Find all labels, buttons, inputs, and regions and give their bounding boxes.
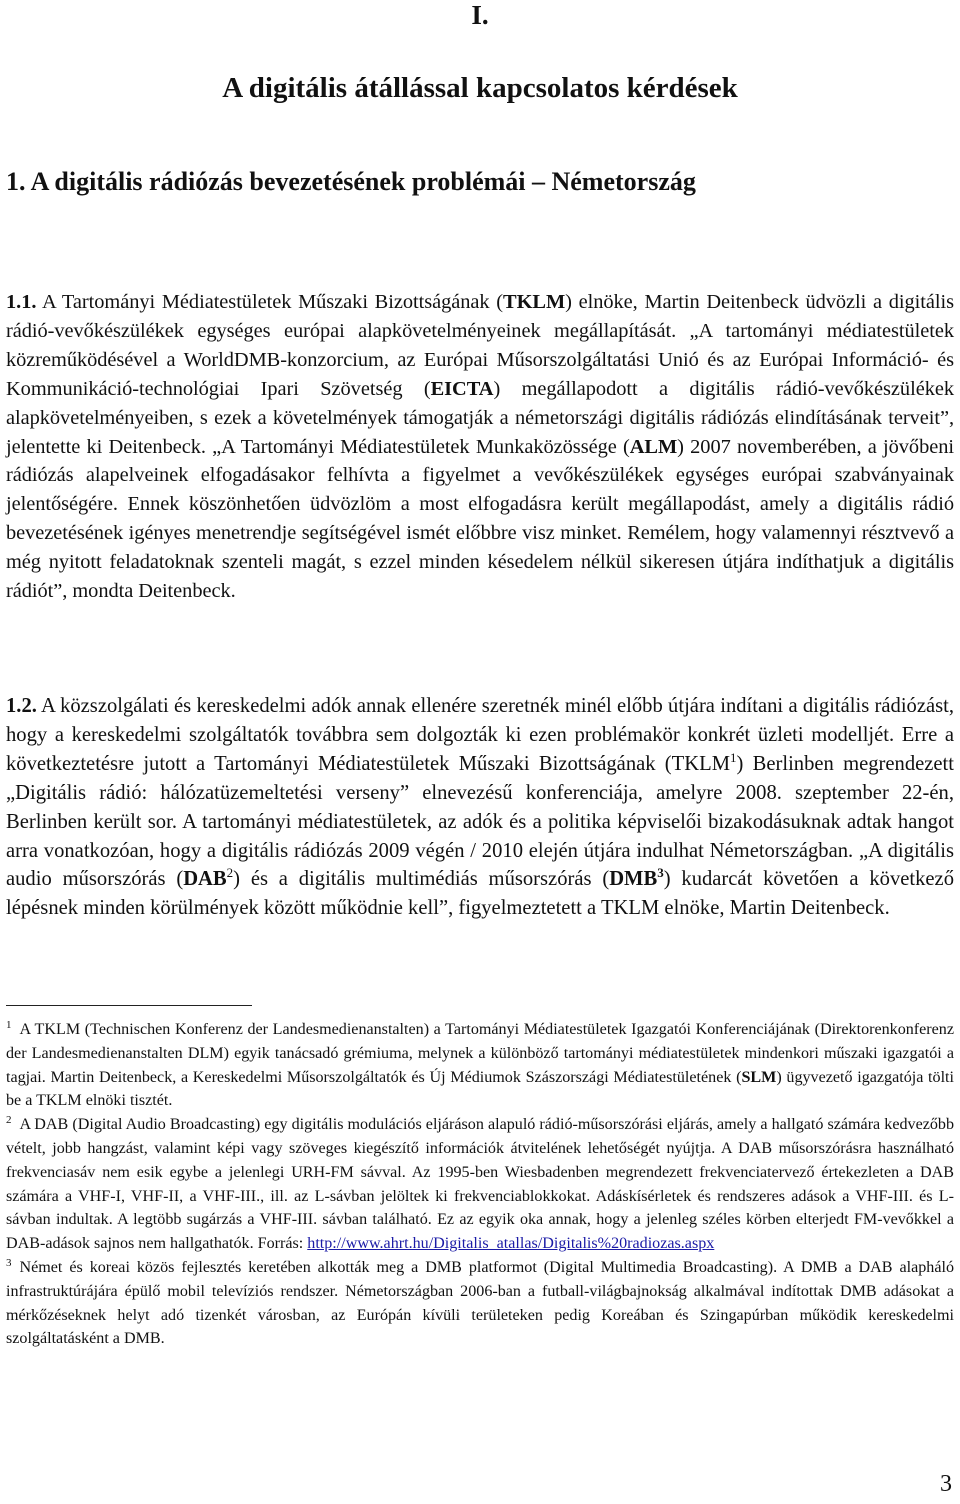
footnote-mark: 1 — [6, 1018, 12, 1031]
footnote-1 — [6, 1018, 954, 1113]
source-link[interactable]: http://www.ahrt.hu/Digitalis_atallas/Digitalis%20radiozas.aspx — [307, 1235, 715, 1253]
paragraph-text: ) 2007 novemberében, a jövőbeni rádiózás alapelveinek elfogadásakor felhívta a figyelmet a vevőkészülékek egységes európai szabványainak jelentőségére. Ennek köszönhetően üdvözlöm a most elfogadásra került megállapodást, amely a digitális rádió bevezetésének igényes menetrendje segítségével ismét előbbre visz minket. Remélem, hogy valamennyi résztvevő a még nyitott feladatoknak szenteli magát, s ezzel minden késedelem nélkül sikeresen útjára indíthatjuk a digitális rádiót”, mondta Deitenbeck. — [6, 435, 954, 603]
abbreviation-alm: ALM — [629, 435, 678, 458]
footnote-2 — [6, 1113, 954, 1256]
footnote-3 — [6, 1256, 954, 1351]
chapter-title: A digitális átállással kapcsolatos kérdések — [222, 72, 738, 104]
footnote-separator — [6, 1005, 252, 1006]
paragraph-text: ) kudarcát követően a következő lépésnek minden körülmények között működnie kell”, figyelmeztetett a TKLM elnöke, Martin Deitenbeck. — [6, 868, 954, 920]
paragraph-text: ) megállapodott a digitális rádió-vevőkészülékek alapkövetelményeiben, s ezek a követelmények támogatják a németországi digitális rádiózás elindításának terveit”, jelentette ki Deitenbeck. „A Tartományi Médiatestületek Munkaközössége ( — [6, 377, 954, 458]
footnote-text: Német és koreai közös fejlesztés keretében alkották meg a DMB platformot (Digital Multimedia Broadcasting). A DMB a DAB alapháló infrastruktúrájára épülő mobil televíziós rendszer. Németországban 2006-ban a futball-világbajnokság alkalmával indítottak DMB adásokat a mérkőzéseknek helyt adó tizenkét városban, az Európán kívüli területeken pedig Koreában és Szingapúrban működik kereskedelmi szolgáltatásként a DMB. — [6, 1258, 954, 1348]
abbreviation-eicta: EICTA — [430, 377, 494, 400]
paragraph-1-1 — [6, 288, 954, 606]
abbreviation-dab: DAB — [183, 868, 227, 891]
abbreviation-slm: SLM — [741, 1068, 777, 1086]
footnote-mark: 3 — [6, 1256, 12, 1269]
page-number: 3 — [940, 1471, 952, 1497]
paragraph-number: 1.2. — [6, 695, 37, 717]
footnote-ref-2[interactable]: 2 — [226, 865, 234, 881]
paragraph-text: A közszolgálati és kereskedelmi adók annak ellenére szeretnék minél előbb útjára indítani a digitális rádiózást, hogy a kereskedelmi szolgáltatók továbbra sem dolgozták ki ezen problémakör konkrét üzleti modelljét. Erre a következtetésre jutott a Tartományi Médiatestületek Műszaki Bizottságának (TKLM — [6, 695, 954, 775]
footnote-ref-1[interactable]: 1 — [730, 749, 737, 765]
paragraph-text: ) elnöke, Martin Deitenbeck üdvözli a digitális rádió-vevőkészülékek egységes európai alapkövetelményeinek megállapítását. „A tartományi médiatestületek közreműködésével a WorldDMB-konzorcium, az Európai Műsorszolgáltatási Unió és az Európai Információ- és Kommunikáció-technológiai Ipari Szövetség ( — [6, 291, 955, 400]
footnote-ref-3[interactable]: 3 — [657, 865, 664, 881]
footnote-text: A TKLM (Technischen Konferenz der Landesmedienanstalten) a Tartományi Médiatestületek Igazgatói Konferenciájának (Direktorenkonferenz der Landesmedienanstalten DLM) egyik tanácsadó grémiuma, melynek a különböző tartományi médiatestületek mindenkori műszaki igazgatói a tagjai. Martin Deitenbeck, a Kereskedelmi Műsorszolgáltatók és Új Médiumok Szászországi Médiatestületének ( — [6, 1021, 954, 1086]
paragraph-text: A Tartományi Médiatestületek Műszaki Bizottságának ( — [36, 291, 504, 313]
footnote-text: ) ügyvezető igazgatója tölti be a TKLM elnöki tisztét. — [6, 1068, 954, 1110]
paragraph-text: ) és a digitális multimédiás műsorszórás ( — [233, 868, 610, 891]
footnote-mark: 2 — [6, 1113, 12, 1126]
abbreviation-tklm: TKLM — [503, 291, 566, 313]
footnotes — [6, 1018, 954, 1351]
paragraph-1-2 — [6, 692, 954, 923]
chapter-number: I. — [471, 0, 489, 30]
footnote-text: A DAB (Digital Audio Broadcasting) egy digitális modulációs eljáráson alapuló rádió-műsorszórási eljárás, amely a hallgató számára kedvezőbb vételt, jobb hangzást, valamint képi vagy szöveges kiegészítő információk átvitelének lehetőségét nyújtja. A DAB műsorszórásra használható frekvenciasáv nem esik egybe a jelenlegi URH-FM sávval. Az 1995-ben Wiesbadenben megrendezett frekvenciatervező értekezleten a DAB számára a VHF-I, VHF-II, a VHF-III., ill. az L-sávban jelöltek ki frekvenciablokkokat. Adáskísérletek és rendszeres adások a VHF-III. és L-sávban indultak. A legtöbb sugárzás a VHF-III. sávban található. Ez az egyik oka annak, hogy a jelenleg széles körben elterjedt FM-vevőkkel a DAB-adások sajnos nem hallgathatók. Forrás: — [6, 1116, 954, 1253]
section-title: 1. A digitális rádiózás bevezetésének problémái – Németország — [6, 167, 696, 196]
abbreviation-dmb: DMB — [609, 868, 658, 891]
paragraph-text: ) Berlinben megrendezett „Digitális rádió: hálózatüzemeltetési verseny” elnevezésű konferenciája, amelyre 2008. szeptember 22-én, Berlinben került sor. A tartományi médiatestületek, az adók és a politika képviselői bizakodásuknak adtak hangot arra vonatkozóan, hogy a digitális rádiózás 2009 végén / 2010 elején útjára indulhat Németországban. „A digitális audio műsorszórás ( — [6, 752, 954, 891]
paragraph-number: 1.1. — [6, 291, 37, 313]
